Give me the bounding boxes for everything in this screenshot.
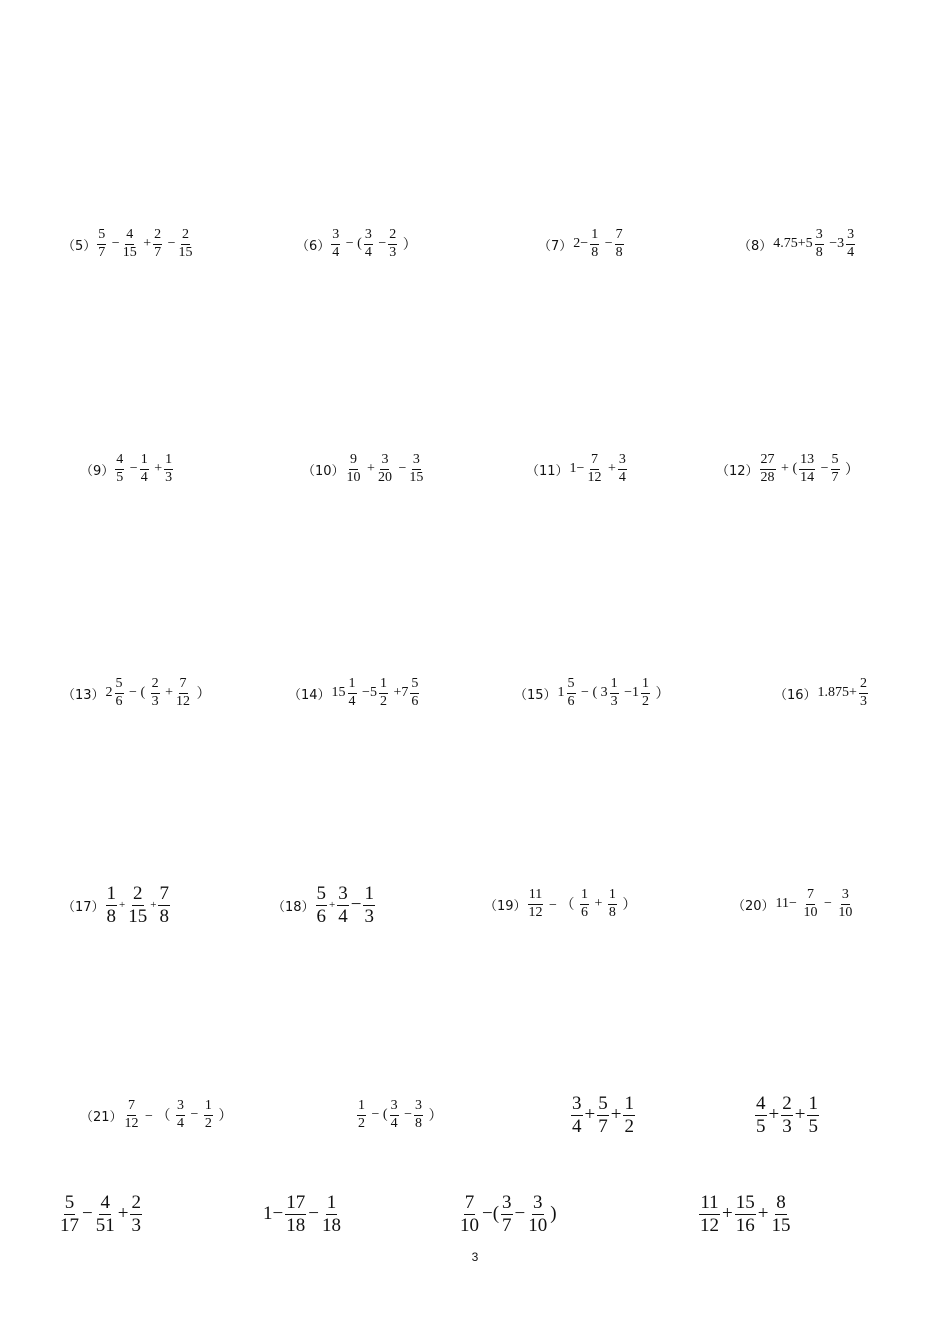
numerator: 3 [414, 1099, 423, 1116]
fraction [176, 1099, 185, 1131]
denominator: 4 [847, 244, 855, 260]
denominator: 4 [390, 1115, 398, 1131]
numerator: 3 [412, 453, 421, 470]
fraction [153, 228, 162, 260]
denominator: 12 [528, 904, 543, 920]
operator-text: − [514, 1203, 526, 1225]
denominator: 15 [409, 469, 424, 485]
denominator: 20 [377, 469, 392, 485]
denominator: 4 [176, 1115, 184, 1131]
numerator: 5 [410, 677, 419, 694]
fraction [846, 228, 855, 260]
denominator: 2 [642, 693, 650, 709]
operator-text: + [363, 461, 375, 477]
operator-text: + [722, 1203, 733, 1225]
fraction [175, 677, 191, 709]
fraction [364, 228, 373, 260]
numerator: 2 [388, 228, 397, 245]
problem-13 [62, 677, 212, 709]
fraction [528, 888, 544, 920]
denominator: 7 [154, 244, 162, 260]
numerator: 5 [598, 1093, 608, 1114]
fraction [459, 1193, 480, 1236]
operator-text: − [186, 1107, 202, 1123]
fraction [699, 1193, 720, 1236]
problem-24 [754, 1094, 820, 1137]
numerator: 1 [624, 1093, 634, 1114]
fraction [130, 1193, 142, 1236]
problem-23 [570, 1094, 636, 1137]
fraction [799, 453, 815, 485]
problem-number: （8） [738, 238, 773, 254]
denominator: 18 [321, 1214, 341, 1236]
numerator: 3 [815, 228, 824, 245]
numerator: 3 [841, 888, 850, 905]
denominator: 5 [756, 1115, 766, 1137]
operator-text: 1− [569, 461, 585, 477]
denominator: 7 [502, 1214, 512, 1236]
numerator: 5 [115, 677, 124, 694]
fraction [807, 1094, 819, 1137]
fraction [204, 1099, 213, 1131]
denominator: 3 [859, 693, 867, 709]
problem-27 [458, 1193, 558, 1236]
problem-6 [296, 228, 418, 260]
numerator: 1 [348, 677, 357, 694]
numerator: 3 [338, 883, 348, 904]
operator-text: ） [841, 463, 860, 479]
numerator: 7 [127, 1099, 136, 1116]
fraction [115, 677, 124, 709]
numerator: 2 [782, 1093, 792, 1114]
denominator: 5 [116, 469, 124, 485]
problem-16 [774, 677, 869, 709]
operator-text: ） [399, 238, 417, 254]
fraction [781, 1094, 793, 1137]
operator-text: − （ [141, 1109, 174, 1125]
fraction [178, 228, 194, 260]
problem-9 [80, 453, 174, 485]
numerator: 3 [846, 228, 855, 245]
denominator: 7 [598, 1115, 608, 1137]
operator-text: −5 [358, 685, 377, 701]
operator-text: + [794, 1104, 806, 1126]
problem-26 [262, 1193, 343, 1236]
fraction [122, 228, 138, 260]
operator-text: − ( [342, 236, 362, 252]
fraction [567, 677, 576, 709]
operator-text: ) [550, 1203, 557, 1225]
fraction [363, 884, 375, 927]
problem-10 [302, 453, 425, 485]
numerator: 3 [380, 453, 389, 470]
numerator: 11 [528, 888, 543, 905]
fraction [115, 453, 124, 485]
operator-text: ） [214, 1109, 233, 1125]
problem-number: （17） [62, 899, 105, 915]
denominator: 2 [358, 1115, 365, 1131]
denominator: 16 [735, 1214, 755, 1236]
operator-text: 1 [557, 685, 565, 701]
denominator: 12 [176, 693, 191, 709]
denominator: 4 [618, 469, 626, 485]
problem-number: （5） [62, 238, 97, 254]
denominator: 12 [124, 1115, 139, 1131]
problem-12 [716, 453, 860, 485]
operator-text: − [394, 461, 407, 477]
problem-number: （18） [272, 899, 315, 915]
numerator: 1 [204, 1099, 213, 1116]
fraction [151, 677, 160, 709]
fraction [597, 1094, 609, 1137]
denominator: 6 [115, 693, 123, 709]
numerator: 2 [181, 228, 190, 245]
denominator: 2 [624, 1115, 634, 1137]
fraction [623, 1094, 635, 1137]
numerator: 27 [760, 453, 776, 470]
operator-text: + [161, 685, 174, 701]
fraction [59, 1193, 80, 1236]
denominator: 12 [700, 1214, 719, 1236]
operator-text: + [117, 1203, 129, 1225]
denominator: 4 [338, 905, 348, 927]
numerator: 1 [164, 453, 173, 470]
problem-number: （19） [484, 898, 527, 914]
operator-text: − [126, 461, 138, 477]
operator-text: +7 [389, 685, 409, 701]
numerator: 4 [100, 1192, 110, 1213]
operator-text: + [768, 1104, 780, 1126]
operator-text: 1− [263, 1203, 284, 1225]
numerator: 1 [808, 1093, 818, 1114]
operator-text: − ( [125, 685, 149, 701]
problem-number: （12） [716, 463, 759, 479]
operator-text: + [139, 236, 152, 252]
fraction [388, 228, 397, 260]
operator-text: − [400, 1107, 412, 1123]
fraction [321, 1193, 342, 1236]
problem-5 [62, 228, 195, 260]
operator-text: −( [482, 1203, 500, 1225]
problem-22 [356, 1099, 443, 1131]
numerator: 15 [735, 1192, 755, 1213]
denominator: 18 [286, 1214, 306, 1236]
numerator: 11 [700, 1192, 719, 1213]
numerator: 7 [615, 228, 624, 245]
fraction [127, 884, 148, 927]
operator-text: − （ [545, 898, 578, 914]
operator-text: − [108, 236, 120, 252]
fraction [610, 677, 619, 709]
problem-8 [738, 228, 856, 260]
operator-text: + [584, 1104, 596, 1126]
fraction [357, 1099, 366, 1131]
operator-text: + [757, 1203, 769, 1225]
problem-number: （21） [80, 1109, 123, 1125]
numerator: 7 [179, 677, 188, 694]
fraction [770, 1193, 791, 1236]
operator-text: + ( [777, 461, 798, 477]
numerator: 5 [64, 1192, 75, 1213]
fraction [348, 677, 357, 709]
denominator: 4 [572, 1115, 582, 1137]
numerator: 1 [379, 677, 388, 694]
fraction [760, 453, 776, 485]
numerator: 1 [357, 1099, 366, 1116]
operator-text: + [150, 899, 157, 912]
problem-11 [526, 453, 628, 485]
fraction [735, 1193, 756, 1236]
operator-text: − [820, 896, 836, 912]
operator-text: − [82, 1203, 93, 1225]
numerator: 9 [349, 453, 358, 470]
operator-text: − [308, 1203, 319, 1225]
operator-text: 2 [105, 685, 113, 701]
numerator: 3 [364, 228, 373, 245]
numerator: 5 [831, 453, 840, 470]
numerator: 3 [572, 1093, 582, 1114]
denominator: 28 [760, 469, 775, 485]
operator-text: − ( 3 [577, 685, 608, 701]
fraction [316, 884, 328, 927]
numerator: 1 [106, 883, 117, 904]
denominator: 3 [165, 469, 173, 485]
numerator: 5 [316, 883, 327, 904]
fraction [755, 1094, 767, 1137]
numerator: 2 [153, 228, 162, 245]
denominator: 12 [587, 469, 602, 485]
operator-text: −1 [620, 685, 640, 701]
denominator: 15 [178, 244, 193, 260]
denominator: 10 [460, 1214, 479, 1236]
fraction [377, 453, 393, 485]
denominator: 8 [615, 244, 623, 260]
operator-text: + [329, 899, 336, 912]
denominator: 3 [389, 244, 397, 260]
numerator: 4 [756, 1093, 766, 1114]
denominator: 4 [140, 469, 148, 485]
numerator: 3 [502, 1192, 512, 1213]
operator-text: ） [193, 687, 211, 703]
denominator: 6 [580, 904, 588, 920]
numerator: 1 [580, 888, 589, 905]
denominator: 8 [106, 905, 117, 927]
numerator: 1 [140, 453, 149, 470]
fraction [97, 228, 106, 260]
denominator: 15 [122, 244, 137, 260]
fraction [615, 228, 624, 260]
operator-text: + [150, 461, 163, 477]
numerator: 7 [464, 1192, 475, 1213]
fraction [124, 1099, 140, 1131]
problem-number: （7） [538, 238, 573, 254]
numerator: 3 [533, 1192, 543, 1213]
denominator: 8 [608, 904, 616, 920]
numerator: 4 [115, 453, 124, 470]
denominator: 8 [591, 244, 599, 260]
numerator: 1 [326, 1192, 337, 1213]
operator-text: 11− [775, 896, 801, 912]
page-number: 3 [471, 1250, 479, 1264]
problem-number: （20） [732, 898, 775, 914]
numerator: 1 [364, 883, 374, 904]
operator-text: − [601, 236, 613, 252]
numerator: 8 [776, 1192, 786, 1213]
fraction [337, 884, 349, 927]
denominator: 10 [528, 1214, 548, 1236]
problem-18 [272, 884, 376, 927]
numerator: 3 [618, 453, 627, 470]
denominator: 6 [411, 693, 419, 709]
denominator: 5 [808, 1115, 818, 1137]
fraction [618, 453, 627, 485]
operator-text: − [374, 236, 387, 252]
fraction [580, 888, 589, 920]
numerator: 17 [286, 1192, 306, 1213]
problem-number: （13） [62, 687, 105, 703]
numerator: 4 [125, 228, 134, 245]
problem-number: （6） [296, 238, 331, 254]
numerator: 3 [176, 1099, 185, 1116]
denominator: 6 [567, 693, 575, 709]
denominator: 4 [364, 244, 372, 260]
fraction [414, 1099, 423, 1131]
operator-text: ） [652, 687, 670, 703]
problem-28 [698, 1193, 792, 1236]
numerator: 3 [331, 228, 340, 245]
problem-number: （9） [80, 463, 115, 479]
numerator: 2 [131, 1192, 141, 1213]
numerator: 5 [567, 677, 576, 694]
denominator: 3 [131, 1214, 141, 1236]
fraction [95, 1193, 116, 1236]
fraction [331, 228, 340, 260]
fraction [837, 888, 853, 920]
numerator: 7 [159, 883, 169, 904]
operator-text: + [119, 899, 126, 912]
operator-text: ） [424, 1109, 443, 1125]
denominator: 15 [128, 905, 148, 927]
numerator: 1 [608, 888, 617, 905]
denominator: 4 [332, 244, 340, 260]
problem-number: （11） [526, 463, 569, 479]
operator-text: 4.75+5 [773, 236, 813, 252]
denominator: 8 [159, 905, 169, 927]
numerator: 2 [151, 677, 160, 694]
denominator: 51 [95, 1214, 115, 1236]
operator-text: + [604, 461, 616, 477]
denominator: 2 [204, 1115, 212, 1131]
fraction [586, 453, 602, 485]
problem-20 [732, 888, 854, 920]
problem-19 [484, 888, 637, 920]
denominator: 10 [346, 469, 361, 485]
operator-text: − ( [368, 1107, 388, 1123]
operator-text: + [610, 1104, 622, 1126]
problem-14 [288, 677, 420, 709]
fraction [140, 453, 149, 485]
numerator: 5 [97, 228, 106, 245]
problem-21 [80, 1099, 233, 1131]
fraction [285, 1193, 306, 1236]
fraction [408, 453, 424, 485]
fraction [158, 884, 170, 927]
fraction [608, 888, 617, 920]
problem-17 [62, 884, 171, 927]
fraction [859, 677, 868, 709]
problem-15 [514, 677, 671, 709]
fraction [379, 677, 388, 709]
problem-25 [58, 1193, 143, 1236]
fraction [802, 888, 818, 920]
numerator: 3 [390, 1099, 399, 1116]
operator-text: −3 [825, 236, 845, 252]
denominator: 17 [60, 1214, 79, 1236]
denominator: 3 [782, 1115, 792, 1137]
fraction [390, 1099, 399, 1131]
operator-text: 2− [573, 236, 589, 252]
denominator: 3 [610, 693, 618, 709]
fraction [164, 453, 173, 485]
fraction [831, 453, 840, 485]
numerator: 1 [590, 228, 599, 245]
denominator: 6 [316, 905, 327, 927]
operator-text: ） [618, 898, 637, 914]
problem-7 [538, 228, 625, 260]
numerator: 13 [799, 453, 815, 470]
problem-number: （16） [774, 687, 817, 703]
fraction [641, 677, 650, 709]
fraction [106, 884, 118, 927]
denominator: 15 [771, 1214, 791, 1236]
denominator: 2 [379, 693, 387, 709]
denominator: 7 [98, 244, 106, 260]
numerator: 2 [859, 677, 868, 694]
denominator: 10 [803, 904, 818, 920]
denominator: 14 [800, 469, 815, 485]
numerator: 1 [610, 677, 619, 694]
operator-text: − [817, 461, 829, 477]
operator-text: 1.875+ [817, 685, 857, 701]
fraction [590, 228, 599, 260]
numerator: 7 [590, 453, 599, 470]
denominator: 3 [151, 693, 159, 709]
numerator: 1 [641, 677, 650, 694]
operator-text: 15 [331, 685, 346, 701]
fraction [571, 1094, 583, 1137]
numerator: 7 [806, 888, 815, 905]
denominator: 8 [414, 1115, 422, 1131]
operator-text: + [590, 896, 606, 912]
problem-number: （14） [288, 687, 331, 703]
problem-number: （10） [302, 463, 345, 479]
fraction [527, 1193, 548, 1236]
operator-text: − [350, 894, 362, 916]
numerator: 2 [133, 883, 143, 904]
fraction [410, 677, 419, 709]
denominator: 7 [831, 469, 839, 485]
operator-text: − [164, 236, 176, 252]
problem-number: （15） [514, 687, 557, 703]
denominator: 8 [815, 244, 823, 260]
fraction [501, 1193, 513, 1236]
denominator: 10 [838, 904, 853, 920]
fraction [815, 228, 824, 260]
denominator: 4 [348, 693, 356, 709]
fraction [346, 453, 362, 485]
denominator: 3 [364, 905, 374, 927]
